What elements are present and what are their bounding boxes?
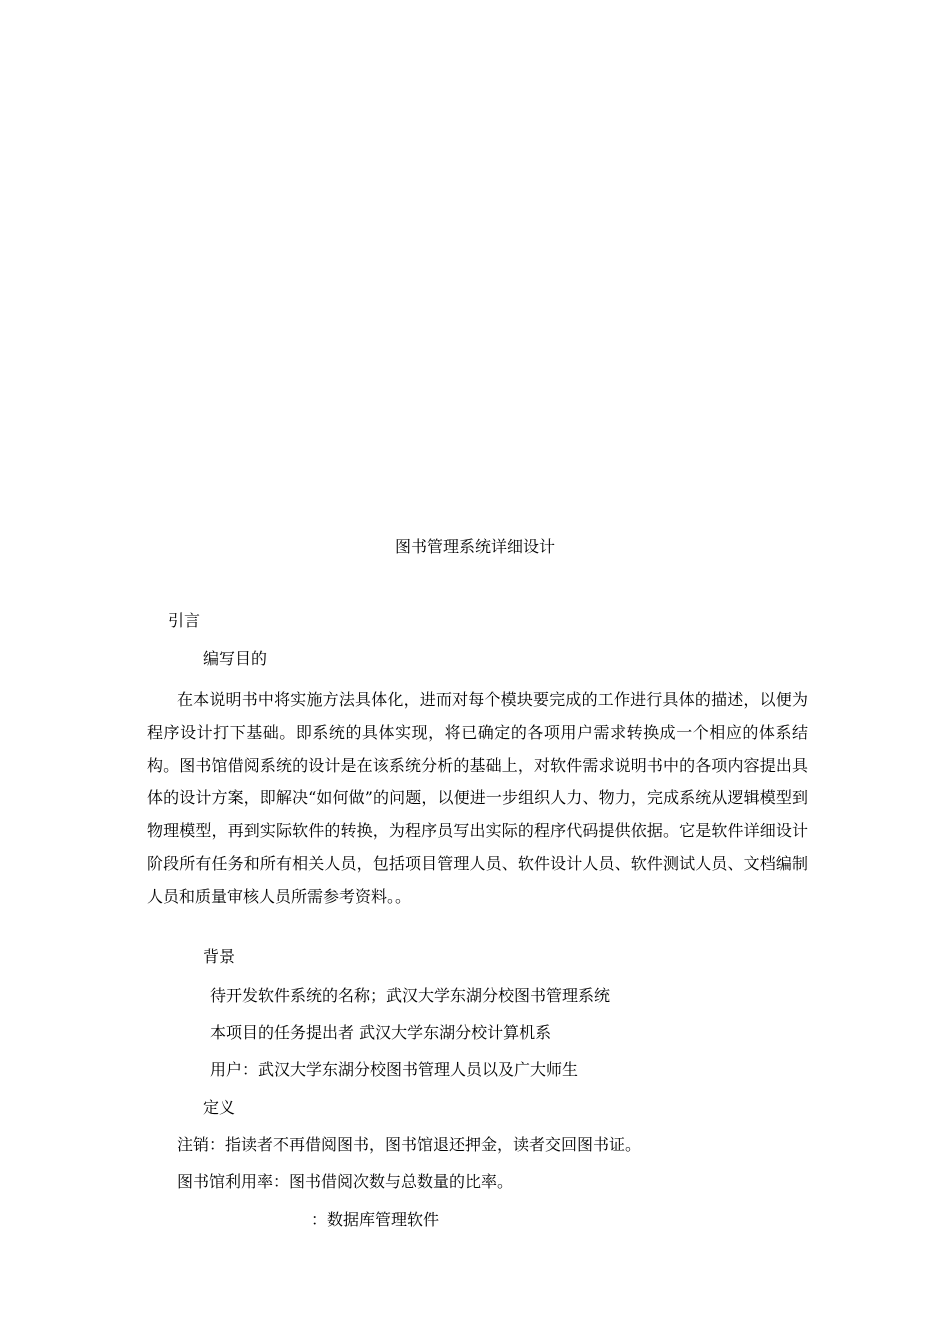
purpose-paragraph: 在本说明书中将实施方法具体化，进而对每个模块要完成的工作进行具体的描述，以便为程序设计打下基础。即系统的具体实现，将已确定的各项用户需求转换成一个相应的体系结构。图书馆借阅系统的设计是在该系统分析的基础上，对软件需求说明书中的各项内容提出具体的设计方案，即解决“如何做”的问题，以便进一步组织人力、物力，完成系统从逻辑模型到物理模型，再到实际软件的转换，为程序员写出实际的程序代码提供依据。它是软件详细设计阶段所有任务和所有相关人员，包括项目管理人员、软件设计人员、软件测试人员、文档编制人员和质量审核人员所需参考资料。。 [147, 690, 808, 906]
document-title: 图书管理系统详细设计 [394, 537, 555, 556]
subsection-heading-definitions: 定义 [203, 1098, 236, 1117]
background-item-system-name: 待开发软件系统的名称；武汉大学东湖分校图书管理系统 [210, 986, 611, 1005]
section-heading-intro: 引言 [168, 611, 201, 630]
definition-item-utilization: 图书馆利用率：图书借阅次数与总数量的比率。 [177, 1172, 514, 1191]
subsection-heading-background: 背景 [203, 947, 236, 966]
background-item-proposer: 本项目的任务提出者 武汉大学东湖分校计算机系 [210, 1023, 552, 1042]
definition-item-dbms: ：数据库管理软件 [311, 1210, 440, 1229]
definition-item-cancellation: 注销：指读者不再借阅图书，图书馆退还押金，读者交回图书证。 [177, 1135, 642, 1154]
background-item-users: 用户：武汉大学东湖分校图书管理人员以及广大师生 [210, 1060, 579, 1079]
subsection-heading-purpose: 编写目的 [203, 649, 268, 668]
